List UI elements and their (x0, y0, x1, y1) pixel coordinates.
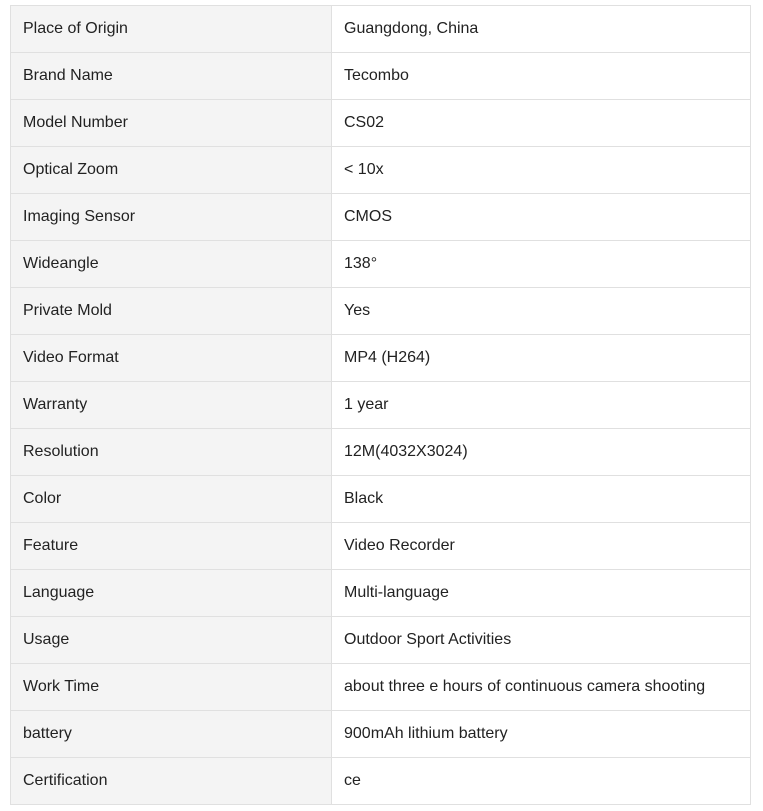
spec-label: Model Number (11, 100, 332, 147)
spec-label: Work Time (11, 664, 332, 711)
spec-label: Video Format (11, 335, 332, 382)
spec-label: Resolution (11, 429, 332, 476)
spec-value: Yes (332, 288, 751, 335)
spec-row-work-time (11, 664, 751, 711)
spec-value: Video Recorder (332, 523, 751, 570)
spec-label: Warranty (11, 382, 332, 429)
spec-label: Certification (11, 758, 332, 805)
spec-row-place-of-origin (11, 6, 751, 53)
spec-row-language (11, 570, 751, 617)
spec-row-color (11, 476, 751, 523)
spec-row-feature (11, 523, 751, 570)
spec-row-resolution (11, 429, 751, 476)
spec-row-optical-zoom (11, 147, 751, 194)
spec-value: MP4 (H264) (332, 335, 751, 382)
spec-value: Black (332, 476, 751, 523)
spec-row-model-number (11, 100, 751, 147)
spec-value: 12M(4032X3024) (332, 429, 751, 476)
spec-label: Language (11, 570, 332, 617)
spec-value: CS02 (332, 100, 751, 147)
spec-row-private-mold (11, 288, 751, 335)
spec-row-wideangle (11, 241, 751, 288)
spec-value: Guangdong, China (332, 6, 751, 53)
spec-value: Outdoor Sport Activities (332, 617, 751, 664)
spec-label: Imaging Sensor (11, 194, 332, 241)
spec-value: < 10x (332, 147, 751, 194)
spec-label: Place of Origin (11, 6, 332, 53)
spec-row-battery (11, 711, 751, 758)
spec-value: CMOS (332, 194, 751, 241)
spec-row-video-format (11, 335, 751, 382)
product-spec-table (10, 5, 751, 805)
spec-label: Feature (11, 523, 332, 570)
spec-value: 1 year (332, 382, 751, 429)
spec-row-brand-name (11, 53, 751, 100)
spec-value: 138° (332, 241, 751, 288)
spec-label: battery (11, 711, 332, 758)
spec-label: Color (11, 476, 332, 523)
spec-row-imaging-sensor (11, 194, 751, 241)
spec-value: ce (332, 758, 751, 805)
spec-label: Private Mold (11, 288, 332, 335)
spec-row-warranty (11, 382, 751, 429)
spec-row-usage (11, 617, 751, 664)
spec-label: Brand Name (11, 53, 332, 100)
spec-label: Optical Zoom (11, 147, 332, 194)
spec-row-certification (11, 758, 751, 805)
spec-value: 900mAh lithium battery (332, 711, 751, 758)
spec-label: Usage (11, 617, 332, 664)
spec-value: Multi-language (332, 570, 751, 617)
spec-value: Tecombo (332, 53, 751, 100)
spec-label: Wideangle (11, 241, 332, 288)
spec-value: about three e hours of continuous camera shooting (332, 664, 751, 711)
